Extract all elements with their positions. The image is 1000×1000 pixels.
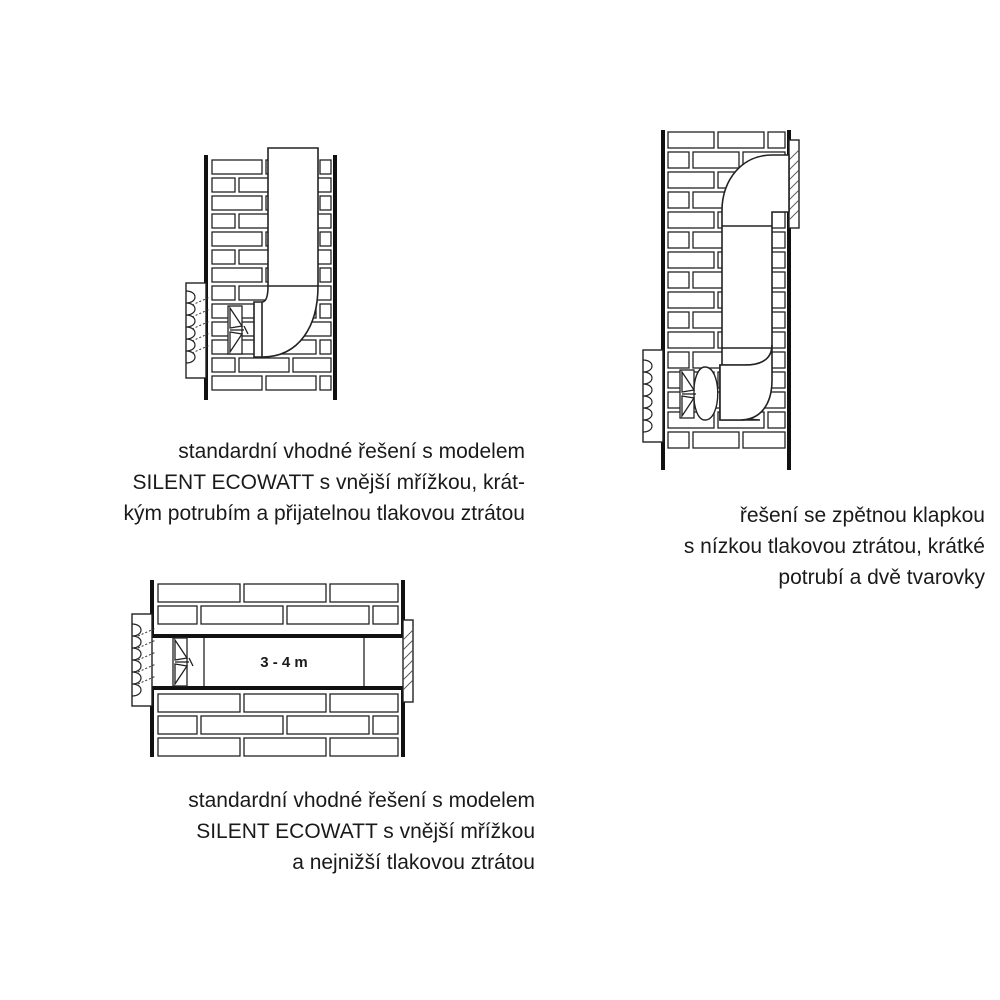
brick	[158, 606, 197, 624]
brick	[212, 358, 235, 372]
brick	[330, 584, 398, 602]
brick	[668, 212, 714, 228]
brick	[287, 716, 369, 734]
brick	[320, 304, 331, 318]
brick	[768, 132, 785, 148]
brick	[158, 716, 197, 734]
diagram-2-caption	[560, 500, 985, 593]
brick	[320, 376, 331, 390]
brick	[239, 358, 289, 372]
brick	[693, 152, 739, 168]
brick	[212, 160, 262, 174]
grille	[643, 350, 663, 442]
caption-line: s nízkou tlakovou ztrátou, krátké	[683, 535, 985, 558]
brick	[320, 340, 331, 354]
brick	[201, 606, 283, 624]
brick	[158, 694, 240, 712]
brick	[693, 432, 739, 448]
brick	[330, 738, 398, 756]
brick	[212, 178, 235, 192]
brick	[743, 432, 785, 448]
brick	[668, 152, 689, 168]
brick	[320, 160, 331, 174]
brick	[158, 584, 240, 602]
brick	[212, 376, 262, 390]
brick	[320, 196, 331, 210]
brick	[768, 412, 785, 428]
diagram-1-caption	[20, 436, 525, 529]
brick	[212, 196, 262, 210]
brick	[266, 376, 316, 390]
brick	[668, 332, 714, 348]
brick	[212, 286, 235, 300]
brick	[330, 694, 398, 712]
caption-line: potrubí a dvě tvarovky	[778, 566, 985, 589]
brick	[668, 132, 714, 148]
diagram-1-wall-with-elbow-duct	[186, 148, 335, 400]
brick	[668, 252, 714, 268]
brick	[158, 738, 240, 756]
brick	[212, 250, 235, 264]
diagram-3-caption	[20, 785, 535, 878]
diagram-2-wall-with-two-elbows	[643, 130, 799, 470]
brick	[668, 292, 714, 308]
caption-line: standardní vhodné řešení s modelem	[188, 789, 535, 812]
brick	[293, 358, 331, 372]
brick	[668, 232, 689, 248]
brick	[668, 312, 689, 328]
brick	[212, 268, 262, 282]
exterior-hood	[403, 620, 413, 702]
caption-line: standardní vhodné řešení s modelem	[178, 440, 525, 463]
brick	[244, 584, 326, 602]
brick	[718, 132, 764, 148]
brick	[244, 694, 326, 712]
exterior-grille	[132, 614, 156, 706]
fan-icon	[680, 370, 696, 418]
brick	[373, 606, 398, 624]
caption-line: SILENT ECOWATT s vnější mřížkou, krát-	[132, 471, 525, 494]
brick	[320, 232, 331, 246]
brick	[212, 214, 235, 228]
brick	[668, 432, 689, 448]
brick	[668, 172, 714, 188]
brick	[668, 272, 689, 288]
caption-line: a nejnižší tlakovou ztrátou	[292, 851, 535, 874]
duct-length-label: 3 - 4 m	[260, 654, 308, 671]
exterior-hood	[789, 140, 799, 228]
brick	[244, 738, 326, 756]
backdraft-flap-icon	[694, 367, 718, 420]
brick	[201, 716, 283, 734]
diagram-3-straight-duct	[132, 580, 413, 757]
brick	[668, 192, 689, 208]
exterior-grille	[186, 283, 210, 378]
brick	[212, 232, 262, 246]
brick	[668, 352, 689, 368]
brick	[373, 716, 398, 734]
caption-line: SILENT ECOWATT s vnější mřížkou	[196, 820, 535, 843]
brick	[287, 606, 369, 624]
caption-line: řešení se zpětnou klapkou	[739, 504, 985, 527]
brick	[320, 268, 331, 282]
caption-line: kým potrubím a přijatelnou tlakovou ztrátou	[123, 502, 525, 525]
